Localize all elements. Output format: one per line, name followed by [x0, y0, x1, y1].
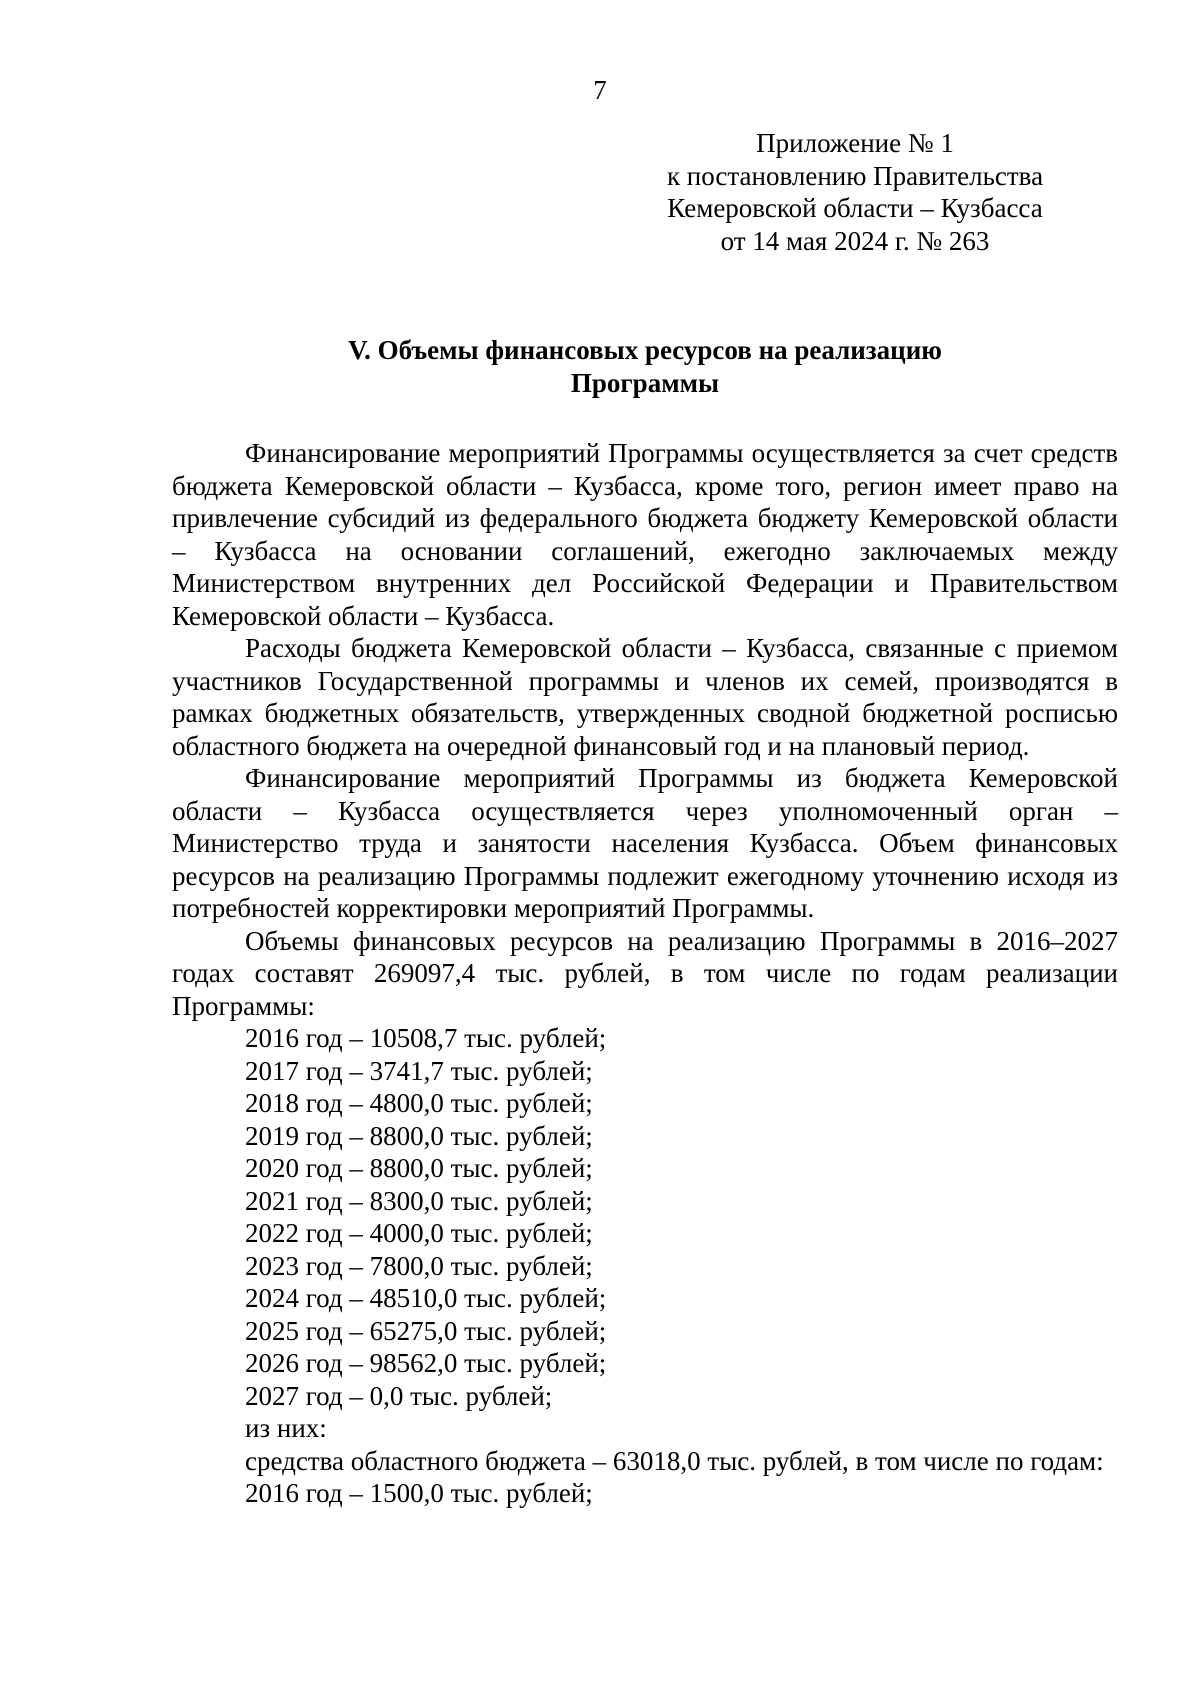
appendix-line-4: от 14 мая 2024 г. № 263: [720, 225, 990, 256]
list-item: 2019 год – 8800,0 тыс. рублей;: [245, 1120, 593, 1151]
list-item: 2018 год – 4800,0 тыс. рублей;: [245, 1088, 593, 1118]
regional-budget-paragraph: средства областного бюджета – 63018,0 тыс. рублей, в том числе по годам:: [245, 1445, 1104, 1476]
document-body: [172, 437, 1118, 1510]
yearly-regional-list: [172, 1477, 1118, 1510]
list-item: 2021 год – 8300,0 тыс. рублей;: [245, 1185, 593, 1216]
page-number: 7: [593, 75, 607, 105]
list-item: 2020 год – 8800,0 тыс. рублей;: [245, 1153, 593, 1183]
appendix-header: [645, 127, 1065, 257]
paragraph-total-volume: Объемы финансовых ресурсов на реализацию Программы в 2016–2027 годах составят 269097,4 тыс. рублей, в том числе по годам реализации Программы:: [172, 925, 1118, 1021]
list-item: 2016 год – 10508,7 тыс. рублей;: [245, 1023, 607, 1053]
paragraph-authorized-body: Финансирование мероприятий Программы из бюджета Кемеровской области – Кузбасса осуществляется через уполномоченный орган – Министерство труда и занятости населения Кузбасса. Объем финансовых ресурсов на реализацию Программы подлежит ежегодному уточнению исходя из потребностей корректировки мероприятий Программы.: [172, 763, 1118, 923]
paragraph-financing-sources: Финансирование мероприятий Программы осуществляется за счет средств бюджета Кемеровской области – Кузбасса, кроме того, регион имеет право на привлечение субсидий из федерального бюджета бюджету Кемеровской области – Кузбасса на основании соглашений, ежегодно заключаемых между Министерством внутренних дел Российской Федерации и Правительством Кемеровской области – Кузбасса.: [172, 438, 1118, 631]
section-heading: [172, 334, 1118, 399]
paragraph-expenses: Расходы бюджета Кемеровской области – Кузбасса, связанные с приемом участников Государственной программы и членов их семей, производятся в рамках бюджетных обязательств, утвержденных сводной бюджетной росписью областного бюджета на очередной финансовый год и на плановый период.: [172, 633, 1118, 761]
list-item: 2022 год – 4000,0 тыс. рублей;: [245, 1218, 593, 1248]
list-item: 2016 год – 1500,0 тыс. рублей;: [245, 1478, 593, 1508]
section-heading-line-2: Программы: [570, 367, 720, 398]
appendix-line-3: Кемеровской области – Кузбасса: [667, 193, 1043, 223]
list-item: 2026 год – 98562,0 тыс. рублей;: [245, 1348, 607, 1378]
section-heading-line-1: V. Объемы финансовых ресурсов на реализацию: [348, 335, 942, 365]
of-them-label: из них:: [245, 1413, 327, 1443]
list-item: 2023 год – 7800,0 тыс. рублей;: [245, 1250, 593, 1281]
list-item: 2027 год – 0,0 тыс. рублей;: [245, 1380, 553, 1411]
appendix-line-1: Приложение № 1: [756, 128, 954, 158]
appendix-line-2: к постановлению Правительства: [666, 160, 1044, 191]
list-item: 2025 год – 65275,0 тыс. рублей;: [245, 1315, 607, 1346]
list-item: 2024 год – 48510,0 тыс. рублей;: [245, 1283, 607, 1313]
list-item: 2017 год – 3741,7 тыс. рублей;: [245, 1055, 593, 1086]
yearly-totals-list: [172, 1022, 1118, 1412]
